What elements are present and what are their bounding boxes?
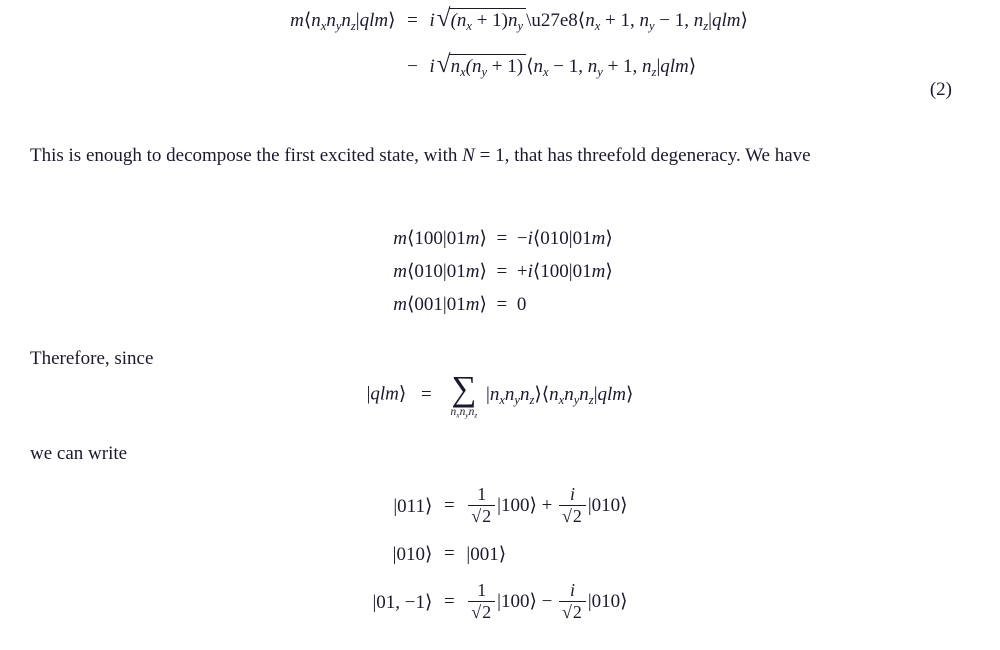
- equation-5-row-0-lhs: |011⟩: [393, 495, 433, 517]
- equation-4-block: [0, 369, 1000, 420]
- equation-4-line: [0, 369, 1000, 420]
- paragraph-1: [30, 142, 955, 170]
- radical-sign-icon: √: [436, 50, 451, 78]
- equation-3-row-2-relation: =: [496, 293, 508, 315]
- equation-3-row-2-lhs: m⟨001|01m⟩: [393, 294, 487, 315]
- equation-5-row-1-relation: =: [444, 543, 455, 565]
- equation-5-block: [0, 478, 1000, 631]
- equation-5-row-2-ket-2: |010⟩: [587, 590, 628, 612]
- equation-4-sum-limit: $n_xn_yn_z$: [450, 405, 478, 420]
- equation-2-row-gap-a: [290, 34, 395, 54]
- equation-3-block: [0, 222, 1000, 321]
- equation-5-grid: [0, 478, 1000, 631]
- equation-5-row-0-frac-1: [468, 485, 495, 526]
- eq2-lhs-nz: $n_z$: [341, 9, 356, 33]
- frac-numerator: 1: [468, 485, 495, 506]
- equation-5-row-0-operator: +: [541, 494, 553, 516]
- eq2-lhs-qlm: qlm: [359, 9, 389, 31]
- equation-5-row-2-relation: =: [444, 591, 455, 613]
- equation-5-row-2-frac-1: [468, 581, 495, 622]
- equation-2-row-gap-c: [430, 34, 748, 54]
- eq2-lhs-m: m: [290, 9, 304, 31]
- eq2-line1-i: i: [429, 10, 435, 31]
- frac-numerator: i: [559, 485, 586, 506]
- frac-denominator: √2: [562, 505, 582, 526]
- frac-numerator: 1: [468, 581, 495, 602]
- equation-5-row-0-rhs: [466, 478, 627, 535]
- equation-5-row-2-operator: −: [541, 590, 553, 612]
- paragraph-3: we can write: [30, 443, 128, 464]
- equation-4-lhs: |qlm⟩: [366, 383, 407, 405]
- equation-5-row-2-lhs: |01, −1⟩: [372, 591, 433, 613]
- equation-5-row-2-ket-1: |100⟩: [497, 590, 537, 612]
- equation-5-row-0-ket-2: |010⟩: [587, 494, 628, 516]
- paragraph-1-inline-math: N = 1: [462, 145, 505, 166]
- equation-2-line1-relation: =: [407, 10, 418, 31]
- equation-2-tag: (2): [929, 79, 952, 100]
- equation-2-row-gap-b: [396, 34, 430, 54]
- equation-5-row-0-relation: =: [444, 495, 455, 517]
- eq2-lhs-nx: $n_x$: [311, 9, 327, 33]
- equation-5-row-1-lhs: |010⟩: [392, 543, 433, 565]
- equation-2-line2-relation: −: [407, 56, 418, 77]
- equation-5-row-2-frac-2: [559, 581, 586, 622]
- equation-3-row-0-rhs: −i⟨010|01m⟩: [516, 228, 613, 249]
- equation-2-line1-lhs: [290, 9, 395, 34]
- summation-symbol: [450, 369, 478, 420]
- paragraph-1-text-after: , that has threefold degeneracy. We have: [504, 145, 811, 166]
- equation-4-rhs: $|n_xn_yn_z⟩⟨n_xn_yn_z|qlm⟩$: [486, 383, 634, 407]
- equation-2-line1-rhs: [429, 4, 748, 34]
- equation-3-row-2-rhs: 0: [516, 293, 527, 315]
- paragraph-2: Therefore, since: [30, 348, 154, 369]
- equation-3-row-0-lhs: m⟨100|01m⟩: [393, 228, 487, 249]
- equation-3-row-1-rhs: +i⟨100|01m⟩: [516, 261, 613, 282]
- frac-denominator: √2: [471, 601, 492, 622]
- equation-2-line2-rhs: [429, 50, 748, 80]
- frac-numerator: i: [559, 581, 586, 602]
- eq2-lhs-bra-open: ⟨: [303, 9, 312, 31]
- frac-denominator: √2: [562, 601, 582, 622]
- eq2-line2-i: i: [429, 56, 435, 77]
- sigma-icon: ∑: [451, 369, 477, 409]
- equation-4-relation: =: [421, 383, 432, 405]
- equation-3-grid: [6, 222, 1000, 321]
- eq2-lhs-bar: |: [355, 9, 360, 31]
- frac-denominator: √2: [471, 505, 492, 526]
- equation-5-row-1-rhs: |001⟩: [466, 543, 507, 565]
- eq2-line2-sqrt: [436, 50, 526, 80]
- paragraph-1-text-before: This is enough to decompose the first excited state, with: [30, 145, 458, 166]
- equation-5-row-0-ket-1: |100⟩: [497, 494, 537, 516]
- equation-3-row-1-lhs: m⟨010|01m⟩: [393, 261, 487, 282]
- equation-2-grid: [38, 4, 1000, 80]
- equation-3-row-0-relation: =: [496, 227, 508, 249]
- eq2-line1-inner: $⟨n_x + 1$, $n_y - 1$, $n_z|qlm⟩$: [577, 10, 748, 33]
- eq2-line2-radicand: $n_x(n_y + 1)$: [449, 54, 527, 80]
- eq2-line1-braket: \u27e8: [526, 10, 578, 31]
- eq2-lhs-ket-close: ⟩: [388, 9, 396, 31]
- equation-5-row-0-frac-2: [559, 485, 586, 526]
- equation-5-row-2-rhs: [466, 574, 627, 631]
- eq2-line1-radicand: $(n_x + 1)n_y$: [449, 8, 527, 34]
- eq2-line2-inner: $⟨n_x - 1$, $n_y + 1$, $n_z|qlm⟩$: [526, 56, 697, 79]
- eq2-line1-sqrt: [436, 4, 526, 34]
- eq2-lhs-ny: $n_y$: [326, 9, 342, 33]
- equation-3-row-1-relation: =: [496, 260, 508, 282]
- radical-sign-icon: √: [436, 4, 451, 32]
- equation-2-block: [0, 4, 1000, 100]
